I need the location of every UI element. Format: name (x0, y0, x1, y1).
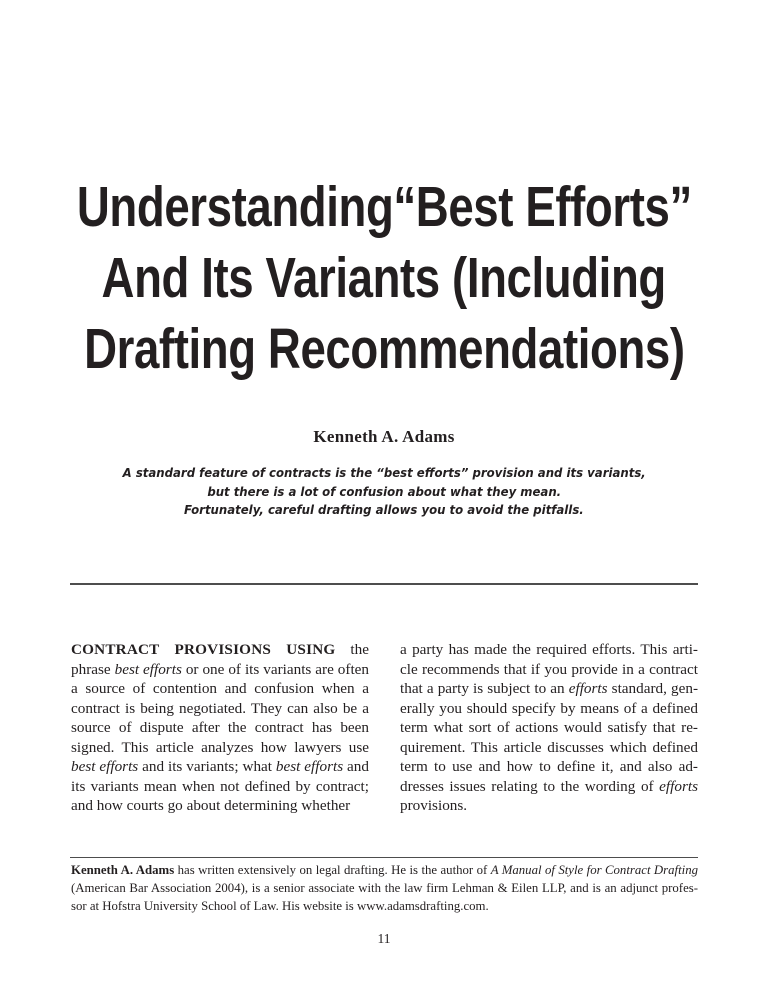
right-column (400, 640, 698, 816)
body-columns (71, 640, 698, 816)
body-line: CONTRACT PROVISIONS USING the (71, 641, 369, 658)
bio-divider (70, 857, 698, 858)
body-line: phrase best efforts or one of its variants are often (71, 660, 370, 678)
body-line: erally you should specify by means of a defined (400, 699, 698, 717)
left-column (71, 640, 369, 816)
body-line: contract is being negotiated. They can also be a (71, 699, 369, 717)
title-line-2: And Its Variants (Including (101, 246, 667, 310)
bio-author-name: Kenneth A. Adams (71, 863, 175, 877)
deck-line-3: Fortunately, careful drafting allows you to avoid the pitfalls. (184, 502, 584, 518)
title-line-3: Drafting Recommendations) (83, 317, 685, 381)
header-divider (70, 583, 698, 585)
body-line: and how courts go about determining whether (71, 797, 351, 814)
body-line: term to use and how to define it, and also ad- (400, 758, 698, 775)
italic-term: efforts (568, 680, 608, 697)
article-deck (0, 464, 768, 520)
italic-term: efforts (659, 777, 698, 795)
deck-line-1: A standard feature of contracts is the “best efforts” provision and its variants, (122, 465, 646, 480)
book-title: A Manual of Style for Contract Drafting (490, 863, 699, 877)
article-title (0, 172, 768, 385)
bio-line-2: (American Bar Association 2004), is a senior associate with the law firm Lehman & Eilen LLP, and is an adjunct profes- (71, 880, 698, 895)
body-line: source of dispute after the contract has been (71, 719, 369, 736)
body-line: provisions. (400, 797, 468, 814)
italic-term: best efforts (114, 660, 182, 678)
body-line: dresses issues relating to the wording of efforts (400, 777, 698, 795)
body-line: best efforts and its variants; what best efforts and (71, 758, 369, 775)
lead-in: CONTRACT PROVISIONS USING (71, 641, 336, 658)
body-line: term what sort of actions would satisfy that re- (400, 719, 698, 736)
bio-line-3: sor at Hofstra University School of Law. His website is www.adamsdrafting.com. (71, 898, 489, 913)
author-byline: Kenneth A. Adams (313, 427, 455, 446)
body-line: a source of contention and confusion when a (71, 680, 369, 697)
title-line-1: Understanding“Best Efforts” (76, 175, 692, 239)
body-line: cle recommends that if you provide in a contract (400, 660, 698, 678)
deck-line-2: but there is a lot of confusion about what they mean. (207, 483, 561, 499)
author-bio (71, 862, 698, 915)
body-line: quirement. This article discusses which defined (400, 738, 698, 756)
body-line: that a party is subject to an efforts standard, gen- (400, 680, 698, 697)
page-number: 11 (377, 931, 391, 946)
italic-term: best efforts (275, 758, 344, 775)
body-line: signed. This article analyzes how lawyers use (71, 738, 369, 756)
body-line: a party has made the required efforts. This arti- (400, 641, 698, 658)
body-line: its variants mean when not defined by contract; (71, 777, 369, 795)
italic-term: best efforts (71, 758, 139, 775)
bio-line-1: Kenneth A. Adams has written extensively on legal drafting. He is the author of A Manual of Style for Contract Drafting (71, 863, 699, 877)
